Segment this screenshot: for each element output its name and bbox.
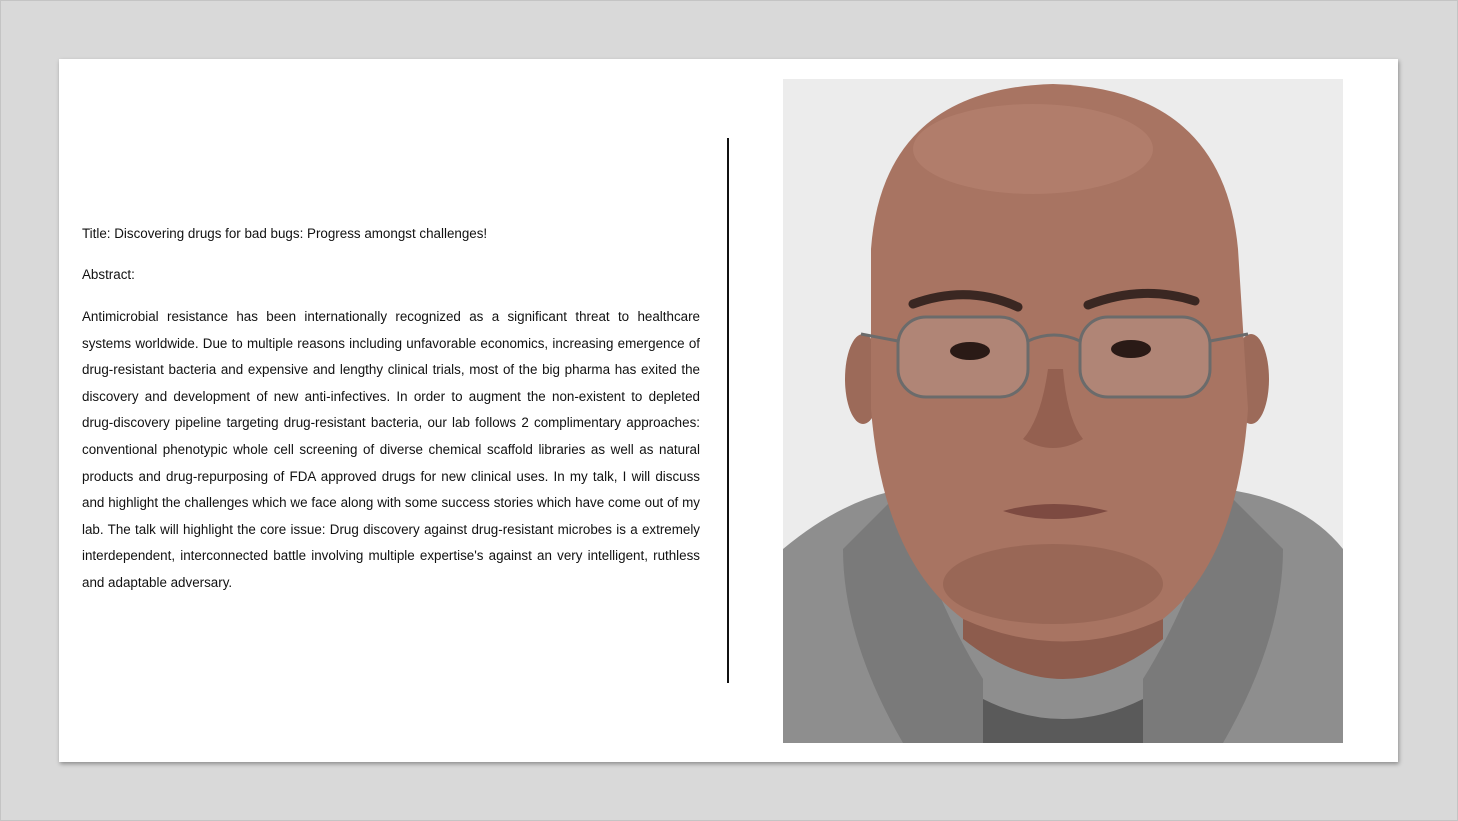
speaker-photo — [783, 79, 1343, 743]
vertical-divider — [727, 138, 729, 683]
talk-title: Title: Discovering drugs for bad bugs: Progress amongst challenges! — [82, 226, 488, 241]
speaker-portrait-illustration — [783, 79, 1343, 743]
text-column — [82, 225, 700, 597]
abstract-label: Abstract: — [82, 267, 135, 282]
slide-page — [59, 59, 1398, 762]
abstract-paragraph: Antimicrobial resistance has been internationally recognized as a significant threat to healthcare systems worldwide. Due to multiple reasons including unfavorable economics, increasing emergence of drug-resistant bacteria and expensive and lengthy clinical trials, most of the big pharma has exited the discovery and development of new anti-infectives. In order to augment the non-existent to depleted drug-discovery pipeline targeting drug-resistant bacteria, our lab follows 2 complimentary approaches: conventional phenotypic whole cell screening of diverse chemical scaffold libraries as well as natural products and drug-repurposing of FDA approved drugs for new clinical uses. In my talk, I will discuss and highlight the challenges which we face along with some success stories which have come out of my lab. The talk will highlight the core issue: Drug discovery against drug-resistant microbes is a extremely interdependent, interconnected battle involving multiple expertise's against an very intelligent, ruthless and adaptable adversary. — [82, 309, 700, 590]
